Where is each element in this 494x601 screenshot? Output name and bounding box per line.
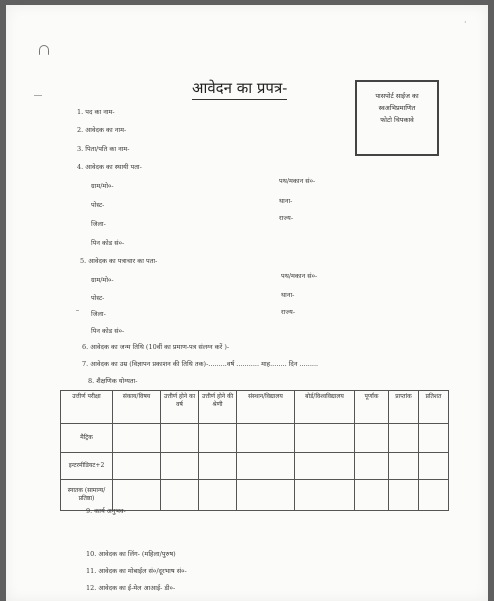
table-header: प्राप्तांक [389, 391, 419, 424]
table-cell [419, 424, 449, 453]
field-mobile: 11. आवेदक का मोबाईल सं०/दूरभाष सं०- [86, 567, 187, 575]
field-applicant-name: 2. आवेदक का नाम- [77, 126, 127, 134]
field-age: 7. आवेदक का उम्र (विज्ञापन प्रकाशन की तिथि तक)-.........वर्ष ........... माह........ दिन ......... [82, 360, 319, 368]
photo-box-line-1: पासपोर्ट साईज का [375, 92, 419, 100]
field-experience: 9. कार्य अनुभव- [86, 507, 126, 515]
qualification-table [60, 390, 449, 511]
table-header: उत्तीर्ण होने का वर्ष [161, 391, 199, 424]
field-qualification: 8. शैक्षणिक योग्यता- [88, 377, 138, 385]
corr-district: जिला- [91, 310, 106, 318]
field-email: 12. आवेदक का ई-मेल आआई- डी०- [86, 584, 176, 592]
table-header: संकाय/विषय [113, 391, 161, 424]
table-cell [355, 424, 389, 453]
perm-post: पोस्ट- [91, 201, 105, 209]
field-post-name: 1. पद का नाम- [77, 108, 115, 116]
corr-pin: पिन कोड सं०- [91, 327, 125, 335]
table-row [61, 424, 449, 453]
field-gender: 10. आवेदक का लिंग- (महिला/पुरुष) [86, 550, 176, 558]
table-row [61, 453, 449, 480]
table-cell [199, 424, 237, 453]
table-cell [237, 480, 295, 511]
perm-police-station: थाना- [279, 197, 293, 205]
table-header: बोर्ड/विश्वविद्यालय [295, 391, 355, 424]
table-cell [355, 453, 389, 480]
application-form-page [6, 5, 488, 601]
table-header: संस्थान/विद्यालय [237, 391, 295, 424]
table-cell [113, 453, 161, 480]
table-cell [237, 453, 295, 480]
table-header: उत्तीर्ण परीक्षा [61, 391, 113, 424]
field-dob: 6. आवेदक का जन्म तिथि (10वीं का प्रमाण-पत्र संलग्न करें )- [82, 343, 230, 351]
table-cell [113, 424, 161, 453]
corr-village: ग्राम/मो०- [91, 276, 114, 284]
row-label-matric: मैट्रिक [61, 424, 113, 453]
row-label-intermediate: इन्टरमीडियट+2 [61, 453, 113, 480]
table-cell [161, 424, 199, 453]
photo-box [355, 80, 439, 156]
corr-post: पोस्ट- [91, 294, 105, 302]
table-header: प्रतिशत [419, 391, 449, 424]
table-header: पूर्णांक [355, 391, 389, 424]
table-cell [389, 480, 419, 511]
field-permanent-address: 4. आवेदक का स्थायी पता- [77, 163, 142, 171]
table-cell [199, 453, 237, 480]
table-cell [419, 480, 449, 511]
corr-house-no: पथ/मकान सं०- [281, 272, 318, 280]
table-cell [295, 424, 355, 453]
table-cell [161, 480, 199, 511]
perm-pin: पिन कोड सं०- [91, 239, 125, 247]
perm-district: जिला- [91, 220, 106, 228]
table-cell [161, 453, 199, 480]
row-label-graduate: स्नातक (सामान्य/प्रतिष्ठा) [61, 480, 113, 511]
table-header-row [61, 391, 449, 424]
corr-state: राज्य- [281, 308, 296, 316]
page-curl-mark-icon [39, 45, 49, 55]
form-title: आवेदन का प्रपत्र- [192, 78, 287, 100]
scan-mark-icon: · [464, 18, 467, 27]
table-cell [237, 424, 295, 453]
photo-box-line-3: फोटो चिपकावे [380, 116, 414, 124]
hole-punch-mark [34, 95, 42, 96]
table-cell [419, 453, 449, 480]
table-cell [295, 480, 355, 511]
table-cell [389, 453, 419, 480]
perm-village: ग्राम/मो०- [91, 182, 114, 190]
table-cell [295, 453, 355, 480]
table-cell [355, 480, 389, 511]
table-cell [199, 480, 237, 511]
corr-police-station: थाना- [281, 291, 295, 299]
field-parent-name: 3. पिता/पति का नाम- [77, 145, 130, 153]
stray-mark [76, 310, 79, 311]
table-cell [389, 424, 419, 453]
perm-house-no: पथ/मकान सं०- [279, 177, 316, 185]
field-correspondence-address: 5. आवेदक का पत्राचार का पता- [80, 257, 158, 265]
photo-box-line-2: स्वअभिप्रमाणित [378, 104, 416, 112]
perm-state: राज्य- [279, 214, 294, 222]
table-header: उत्तीर्ण होने की श्रेणी [199, 391, 237, 424]
